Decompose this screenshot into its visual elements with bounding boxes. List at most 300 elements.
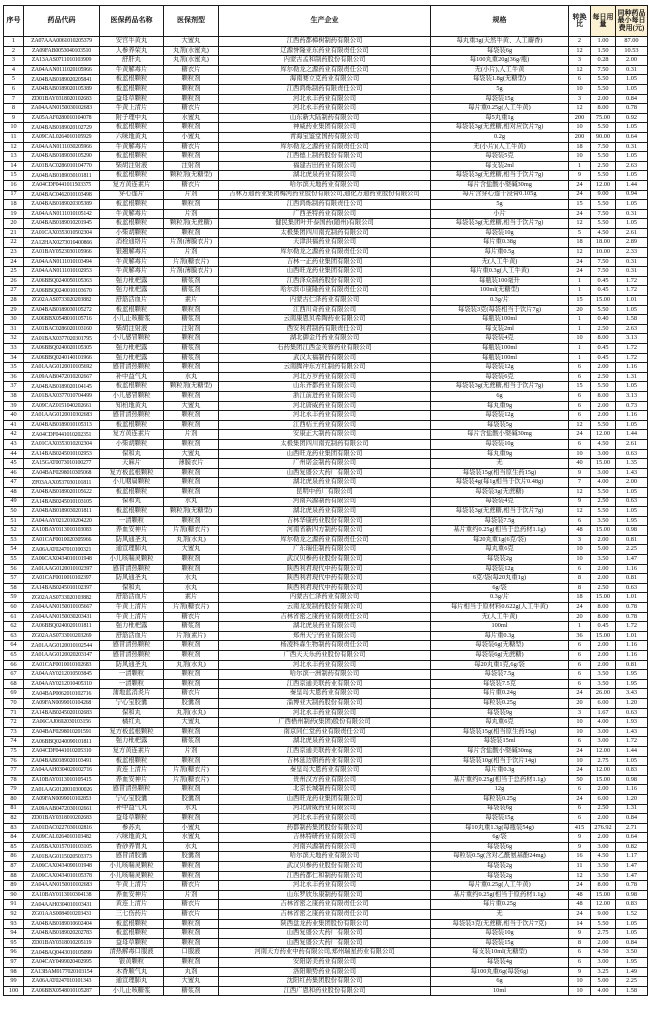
table-row (4, 698, 648, 708)
cell-daily-dose: 15.00 (591, 593, 616, 603)
cell-specification: 每瓶装100ml (431, 315, 569, 325)
cell-index: 12 (4, 142, 24, 152)
cell-specification: 每袋装3g(无蔗糖,相当于饮片7g) (431, 507, 569, 517)
cell-dosage-form: 糖衣片 (164, 65, 219, 75)
table-row (4, 660, 648, 670)
cell-daily-dose: 276.92 (591, 823, 616, 833)
cell-specification: 每袋装7.5g (431, 670, 569, 680)
cell-dosage-form: 水丸 (164, 574, 219, 584)
cell-index: 7 (4, 94, 24, 104)
cell-daily-dose: 0.40 (591, 315, 616, 325)
cell-specification: 无 (431, 459, 569, 469)
table-row (4, 756, 648, 766)
table-row (4, 775, 648, 785)
cell-conversion-ratio: 1 (569, 344, 591, 354)
cell-manufacturer: 江西京通美联药业有限公司 (219, 746, 431, 756)
cell-drug-code: ZA14BAB0245010102953 (24, 449, 100, 459)
cell-conversion-ratio: 3 (569, 56, 591, 66)
cell-drug-code: ZA10BAY0113010103083 (24, 526, 100, 536)
cell-drug-code: ZA06CAX0434090101948 (24, 862, 100, 872)
cell-conversion-ratio: 12 (569, 65, 591, 75)
cell-drug-name: 小儿止咳糖浆 (100, 315, 164, 325)
cell-manufacturer: 河北永丰药业有限公司 (219, 881, 431, 891)
cell-conversion-ratio: 24 (569, 881, 591, 891)
cell-min-daily-cost: 0.63 (616, 708, 648, 718)
table-row (4, 526, 648, 536)
cell-index: 40 (4, 411, 24, 421)
cell-min-daily-cost: 3.13 (616, 391, 648, 401)
cell-min-daily-cost: 0.98 (616, 775, 648, 785)
cell-specification: 每袋装5克 (431, 152, 569, 162)
cell-index: 48 (4, 487, 24, 497)
cell-manufacturer: 山东新大陆制药有限公司 (219, 113, 431, 123)
cell-drug-code: ZA06BBQ0240020101811 (24, 622, 100, 632)
cell-min-daily-cost: 1.47 (616, 871, 648, 881)
cell-min-daily-cost: 2.61 (616, 228, 648, 238)
cell-dosage-form: 颗粒剂 (164, 94, 219, 104)
cell-daily-dose: 5.50 (591, 507, 616, 517)
cell-drug-code: ZA09CAL0264010105929 (24, 132, 100, 142)
cell-conversion-ratio: 9 (569, 967, 591, 977)
cell-min-daily-cost: 0.64 (616, 833, 648, 843)
cell-dosage-form: 丸剂(水蜜丸) (164, 46, 219, 56)
cell-manufacturer: 淄博亚大制药股份有限公司 (219, 698, 431, 708)
table-row (4, 535, 648, 545)
cell-specification: 每袋装6g (431, 842, 569, 852)
cell-dosage-form: 片剂(薄膜衣片) (164, 238, 219, 248)
table-row (4, 545, 648, 555)
cell-daily-dose: 2.50 (591, 372, 616, 382)
cell-drug-code: ZA01BAC0286010104770 (24, 161, 100, 171)
cell-index: 67 (4, 670, 24, 680)
cell-index: 64 (4, 641, 24, 651)
cell-specification: 0.3g/片 (431, 296, 569, 306)
cell-manufacturer: 江西川奇药业有限公司 (219, 305, 431, 315)
cell-dosage-form: 颗粒剂 (164, 727, 219, 737)
cell-min-daily-cost: 1.43 (616, 727, 648, 737)
cell-daily-dose: 3.00 (591, 958, 616, 968)
cell-drug-name: 养血安神片 (100, 890, 164, 900)
cell-drug-name: 牛黄解毒片 (100, 65, 164, 75)
table-row (4, 315, 648, 325)
cell-drug-name: 牛黄上清片 (100, 881, 164, 891)
cell-specification: 每丸重6克 (431, 545, 569, 555)
cell-min-daily-cost: 2.00 (616, 56, 648, 66)
cell-dosage-form: 大蜜丸 (164, 545, 219, 555)
cell-index: 89 (4, 881, 24, 891)
cell-conversion-ratio: 12 (569, 219, 591, 229)
cell-min-daily-cost: 0.63 (616, 449, 648, 459)
cell-specification: 每片含穿心莲干浸膏0.105g (431, 190, 569, 200)
cell-manufacturer: 神威药业集团有限公司 (219, 123, 431, 133)
cell-dosage-form: 颗粒剂 (164, 468, 219, 478)
table-header (4, 6, 648, 37)
cell-dosage-form: 颗粒剂(无糖型) (164, 382, 219, 392)
cell-index: 69 (4, 689, 24, 699)
cell-min-daily-cost: 2.71 (616, 823, 648, 833)
cell-dosage-form: 水丸 (164, 842, 219, 852)
cell-drug-code: ZA13AAS0711010103909 (24, 56, 100, 66)
cell-manufacturer: 吉林延边朝药药业有限公司 (219, 756, 431, 766)
cell-index: 98 (4, 967, 24, 977)
cell-min-daily-cost: 1.05 (616, 152, 648, 162)
cell-specification: 每袋装6g (431, 804, 569, 814)
cell-specification: 基片重约0.25g(相当于原药材1.1g) (431, 890, 569, 900)
cell-drug-name: 六味地黄丸 (100, 132, 164, 142)
cell-specification: 小片 (431, 209, 569, 219)
table-row (4, 938, 648, 948)
cell-drug-name: 附子理中丸 (100, 113, 164, 123)
cell-dosage-form: 片剂 (164, 746, 219, 756)
cell-daily-dose: 0.45 (591, 344, 616, 354)
table-row (4, 353, 648, 363)
cell-daily-dose: 2.50 (591, 161, 616, 171)
table-row (4, 94, 648, 104)
cell-manufacturer: 广西天天乐药业股份有限公司 (219, 651, 431, 661)
cell-conversion-ratio: 24 (569, 180, 591, 190)
cell-daily-dose: 3.00 (591, 727, 616, 737)
cell-drug-name: 板蓝根颗粒 (100, 382, 164, 392)
cell-index: 51 (4, 516, 24, 526)
cell-min-daily-cost: 1.05 (616, 919, 648, 929)
cell-daily-dose: 3.50 (591, 679, 616, 689)
cell-drug-code: ZA04AAH0304010103431 (24, 900, 100, 910)
cell-min-daily-cost: 1.95 (616, 679, 648, 689)
cell-index: 18 (4, 200, 24, 210)
cell-dosage-form: 颗粒剂 (164, 75, 219, 85)
cell-conversion-ratio: 48 (569, 900, 591, 910)
cell-specification: 每片相当于原材料0.622g(人工牛黄) (431, 603, 569, 613)
cell-specification: 6克/袋(每20丸重1g) (431, 574, 569, 584)
cell-specification: 每片重0.3g(人工牛黄) (431, 267, 569, 277)
cell-drug-name: 安宫牛黄丸 (100, 37, 164, 47)
cell-manufacturer: 太极集团四川南充制药有限公司 (219, 228, 431, 238)
cell-specification: 每袋装12g (431, 363, 569, 373)
cell-specification: 每20丸重1g(6克/袋) (431, 535, 569, 545)
cell-specification: 每片含盐酸小檗碱30mg (431, 746, 569, 756)
cell-conversion-ratio: 9 (569, 497, 591, 507)
table-row (4, 814, 648, 824)
cell-daily-dose: 0.45 (591, 353, 616, 363)
cell-specification: 每袋装4g(每1g相当于饮片0.48g) (431, 478, 569, 488)
table-row (4, 574, 648, 584)
cell-manufacturer: 河南兴源制药有限公司 (219, 842, 431, 852)
cell-drug-name: 板蓝根颗粒 (100, 84, 164, 94)
cell-index: 23 (4, 248, 24, 258)
cell-conversion-ratio: 3 (569, 708, 591, 718)
cell-conversion-ratio: 3 (569, 535, 591, 545)
cell-dosage-form: 水蜜丸 (164, 113, 219, 123)
cell-conversion-ratio: 24 (569, 190, 591, 200)
table-row (4, 746, 648, 756)
cell-drug-code: ZA09AAB0472010202667 (24, 372, 100, 382)
cell-conversion-ratio: 24 (569, 766, 591, 776)
cell-dosage-form: 素片 (164, 296, 219, 306)
cell-dosage-form: 颗粒剂 (164, 487, 219, 497)
cell-drug-name: 保和丸 (100, 497, 164, 507)
cell-drug-name: 舒筋活血片 (100, 593, 164, 603)
cell-dosage-form: 片剂 (164, 248, 219, 258)
cell-conversion-ratio: 24 (569, 209, 591, 219)
cell-conversion-ratio: 5 (569, 228, 591, 238)
cell-drug-code: ZA04AAY0212010204220 (24, 516, 100, 526)
cell-min-daily-cost: 1.72 (616, 737, 648, 747)
cell-drug-name: 银黄颗粒 (100, 958, 164, 968)
cell-conversion-ratio: 9 (569, 929, 591, 939)
cell-drug-code: ZA06AAT0247010101343 (24, 977, 100, 987)
table-row (4, 929, 648, 939)
cell-dosage-form: 颗粒剂 (164, 516, 219, 526)
cell-drug-name: 小儿咽扁颗粒 (100, 478, 164, 488)
cell-daily-dose: 15.00 (591, 631, 616, 641)
cell-index: 97 (4, 958, 24, 968)
cell-drug-name: 感冒清热颗粒 (100, 785, 164, 795)
cell-conversion-ratio: 12 (569, 871, 591, 881)
cell-manufacturer: 北京长城制药有限公司 (219, 785, 431, 795)
cell-min-daily-cost: 0.78 (616, 104, 648, 114)
cell-specification: 每袋装5g (431, 420, 569, 430)
cell-manufacturer: 山东齐都药业有限公司 (219, 382, 431, 392)
cell-manufacturer: 陕西利君现代中药有限公司 (219, 583, 431, 593)
cell-drug-name: 强力枇杷露 (100, 737, 164, 747)
cell-drug-name: 保和丸 (100, 708, 164, 718)
cell-specification: 每10丸重1.3g(每瓶装54g) (431, 823, 569, 833)
cell-drug-name: 木香顺气丸 (100, 967, 164, 977)
cell-specification: 每丸重9g (431, 401, 569, 411)
cell-specification: 每片含盐酸小檗碱30mg (431, 180, 569, 190)
cell-drug-code: ZA04BAB0189020104145 (24, 382, 100, 392)
cell-drug-name: 感冒清热颗粒 (100, 363, 164, 373)
cell-daily-dose: 15.00 (591, 459, 616, 469)
cell-daily-dose: 3.50 (591, 670, 616, 680)
cell-dosage-form: 糖衣片 (164, 612, 219, 622)
cell-drug-code: ZA04BAB0189020105389 (24, 84, 100, 94)
cell-min-daily-cost: 2.89 (616, 238, 648, 248)
cell-dosage-form: 颗粒剂 (164, 756, 219, 766)
cell-index: 25 (4, 267, 24, 277)
header-index: 序号 (4, 6, 24, 37)
cell-dosage-form: 颗粒剂(无蔗糖) (164, 219, 219, 229)
cell-manufacturer: 洛阳顺势药业有限公司 (219, 967, 431, 977)
table-row (4, 228, 648, 238)
cell-index: 92 (4, 910, 24, 920)
cell-drug-name: 柴胡注射液 (100, 324, 164, 334)
cell-conversion-ratio: 9 (569, 171, 591, 181)
cell-index: 94 (4, 929, 24, 939)
cell-conversion-ratio: 12 (569, 420, 591, 430)
cell-manufacturer: 吉林万通药业集团梅河药业股份有限公司,通化万通药业股份有限公司 (219, 190, 431, 200)
cell-min-daily-cost: 1.95 (616, 958, 648, 968)
cell-manufacturer: 河北永丰药业有限公司 (219, 660, 431, 670)
header-manufacturer: 生产企业 (219, 6, 431, 37)
cell-daily-dose: 6.00 (591, 794, 616, 804)
cell-min-daily-cost: 1.16 (616, 564, 648, 574)
cell-drug-name: 黄连上清片 (100, 900, 164, 910)
cell-daily-dose: 0.28 (591, 56, 616, 66)
header-dosage-form: 医保剂型 (164, 6, 219, 37)
cell-conversion-ratio: 10 (569, 545, 591, 555)
cell-drug-name: 小儿咳喘灵颗粒 (100, 555, 164, 565)
cell-specification: 每片重0.38g (431, 238, 569, 248)
cell-dosage-form: 颗粒剂 (164, 679, 219, 689)
cell-specification: 每袋装10g (431, 439, 569, 449)
cell-manufacturer: 安阳诺美药业有限公司 (219, 958, 431, 968)
cell-specification: 每袋装15g (431, 938, 569, 948)
cell-dosage-form: 颗粒剂 (164, 84, 219, 94)
cell-min-daily-cost: 0.81 (616, 574, 648, 584)
cell-manufacturer: 陕西盘龙药业集团股份有限公司 (219, 919, 431, 929)
cell-dosage-form: 片剂(糖衣片) (164, 603, 219, 613)
cell-manufacturer: 山西复盛公大药厂有限公司 (219, 468, 431, 478)
cell-index: 13 (4, 152, 24, 162)
cell-daily-dose: 2.00 (591, 785, 616, 795)
cell-daily-dose: 5.50 (591, 152, 616, 162)
table-row (4, 286, 648, 296)
cell-index: 75 (4, 746, 24, 756)
cell-dosage-form: 颗粒剂 (164, 651, 219, 661)
cell-min-daily-cost: 0.73 (616, 401, 648, 411)
cell-daily-dose: 8.00 (591, 612, 616, 622)
cell-drug-name: 防风通圣丸 (100, 535, 164, 545)
cell-conversion-ratio: 24 (569, 430, 591, 440)
cell-specification: 每片重0.25g(人工牛黄) (431, 104, 569, 114)
cell-index: 1 (4, 37, 24, 47)
cell-manufacturer: 河南兴源制药有限公司 (219, 497, 431, 507)
cell-daily-dose: 8.00 (591, 603, 616, 613)
cell-daily-dose: 15.00 (591, 526, 616, 536)
cell-manufacturer: 吉林省密之康药业有限责任公司 (219, 900, 431, 910)
cell-drug-name: 牛黄解毒片 (100, 267, 164, 277)
cell-daily-dose: 26.00 (591, 689, 616, 699)
cell-conversion-ratio: 6 (569, 804, 591, 814)
cell-conversion-ratio: 6 (569, 564, 591, 574)
cell-min-daily-cost: 0.83 (616, 766, 648, 776)
table-row (4, 420, 648, 430)
cell-drug-name: 复方板蓝根颗粒 (100, 468, 164, 478)
cell-min-daily-cost: 0.98 (616, 526, 648, 536)
cell-index: 72 (4, 718, 24, 728)
cell-min-daily-cost: 1.16 (616, 411, 648, 421)
cell-daily-dose: 7.50 (591, 209, 616, 219)
cell-dosage-form: 丸剂(水丸) (164, 535, 219, 545)
cell-dosage-form: 片剂(薄膜衣片) (164, 267, 219, 277)
cell-daily-dose: 3.25 (591, 967, 616, 977)
cell-drug-name: 人参养荣丸 (100, 46, 164, 56)
cell-conversion-ratio: 20 (569, 612, 591, 622)
cell-daily-dose: 8.00 (591, 334, 616, 344)
cell-conversion-ratio: 6 (569, 75, 591, 85)
cell-manufacturer: 湖北虎泉药业有限公司 (219, 622, 431, 632)
cell-conversion-ratio: 10 (569, 152, 591, 162)
cell-index: 38 (4, 391, 24, 401)
cell-dosage-form: 小蜜丸 (164, 132, 219, 142)
table-row (4, 219, 648, 229)
cell-drug-name: 强力枇杷露 (100, 622, 164, 632)
cell-drug-code: ZA06BBQ0240010103670 (24, 286, 100, 296)
cell-drug-name: 板蓝根颗粒 (100, 929, 164, 939)
cell-specification: 每袋装6g(无糖型) (431, 641, 569, 651)
cell-specification: 6g (431, 391, 569, 401)
cell-drug-code: ZG02AAS0733020103882 (24, 593, 100, 603)
table-row (4, 794, 648, 804)
cell-dosage-form: 片剂(糖衣片) (164, 775, 219, 785)
cell-drug-code: ZA10BAY0113010304138 (24, 890, 100, 900)
cell-drug-code: ZA01BAX0377020301795 (24, 334, 100, 344)
table-row (4, 459, 648, 469)
cell-drug-name: 保和丸 (100, 449, 164, 459)
cell-min-daily-cost: 1.72 (616, 286, 648, 296)
cell-daily-dose: 3.00 (591, 842, 616, 852)
cell-drug-code: ZA04BAB0189020105622 (24, 487, 100, 497)
header-drug-name: 医保药品名称 (100, 6, 164, 37)
cell-manufacturer: 江西德上制药股份有限公司 (219, 152, 431, 162)
cell-manufacturer: 广东瑞佳制药有限公司 (219, 545, 431, 555)
cell-dosage-form: 糖浆剂 (164, 986, 219, 996)
cell-min-daily-cost: 1.72 (616, 622, 648, 632)
table-row (4, 248, 648, 258)
cell-drug-code: ZA15GAT0073010100277 (24, 459, 100, 469)
cell-index: 91 (4, 900, 24, 910)
cell-manufacturer: 辽源誉隆亚东药业有限责任公司 (219, 46, 431, 56)
cell-daily-dose: 2.00 (591, 814, 616, 824)
cell-drug-code: ZA06CAX0434010101948 (24, 555, 100, 565)
cell-manufacturer: 广西圣特药业有限公司 (219, 209, 431, 219)
cell-index: 93 (4, 919, 24, 929)
cell-manufacturer: 云南康恩贝希陶药业有限公司 (219, 315, 431, 325)
cell-drug-name: 养血安神片 (100, 775, 164, 785)
cell-manufacturer: 内蒙古仁泽药业有限公司 (219, 296, 431, 306)
cell-min-daily-cost: 87.00 (616, 37, 648, 47)
cell-manufacturer: 库尔勒龙之源药业有限责任公司 (219, 142, 431, 152)
cell-specification: 每袋装12g (431, 411, 569, 421)
cell-daily-dose: 2.00 (591, 660, 616, 670)
cell-drug-name: 补中益气丸 (100, 804, 164, 814)
cell-drug-code: ZA04BAB0189030105272 (24, 305, 100, 315)
cell-dosage-form: 颗粒剂 (164, 334, 219, 344)
cell-index: 44 (4, 449, 24, 459)
cell-manufacturer: 郑州天宁药业有限公司 (219, 631, 431, 641)
cell-manufacturer: 江西京通美联药业有限公司 (219, 679, 431, 689)
cell-manufacturer: 海南赛立克药业有限公司 (219, 75, 431, 85)
cell-manufacturer: 江西桔王药业有限公司 (219, 420, 431, 430)
cell-drug-name: 银翘解毒片 (100, 248, 164, 258)
cell-drug-name: 舒筋活血片 (100, 631, 164, 641)
cell-conversion-ratio: 6 (569, 516, 591, 526)
cell-daily-dose: 2.00 (591, 641, 616, 651)
cell-min-daily-cost: 1.58 (616, 315, 648, 325)
cell-index: 52 (4, 526, 24, 536)
cell-daily-dose: 4.00 (591, 478, 616, 488)
cell-manufacturer: 杨凌科森生物制药有限责任公司 (219, 641, 431, 651)
cell-dosage-form: 水蜜丸 (164, 833, 219, 843)
cell-daily-dose: 0.45 (591, 276, 616, 286)
cell-drug-code: ZA04BAB0189030105290 (24, 152, 100, 162)
cell-conversion-ratio: 18 (569, 593, 591, 603)
cell-index: 39 (4, 401, 24, 411)
cell-conversion-ratio: 1 (569, 276, 591, 286)
cell-specification: 每袋装3g(无蔗糖) (431, 487, 569, 497)
cell-specification: 每支装2ml (431, 324, 569, 334)
cell-min-daily-cost: 0.31 (616, 65, 648, 75)
cell-index: 42 (4, 430, 24, 440)
cell-specification: 每袋装2g (431, 871, 569, 881)
cell-manufacturer: 湖北虎泉药业有限公司 (219, 171, 431, 181)
table-body (4, 37, 648, 996)
table-row (4, 833, 648, 843)
cell-conversion-ratio: 10 (569, 986, 591, 996)
cell-manufacturer: 西安利君制药有限责任公司 (219, 324, 431, 334)
cell-index: 3 (4, 56, 24, 66)
